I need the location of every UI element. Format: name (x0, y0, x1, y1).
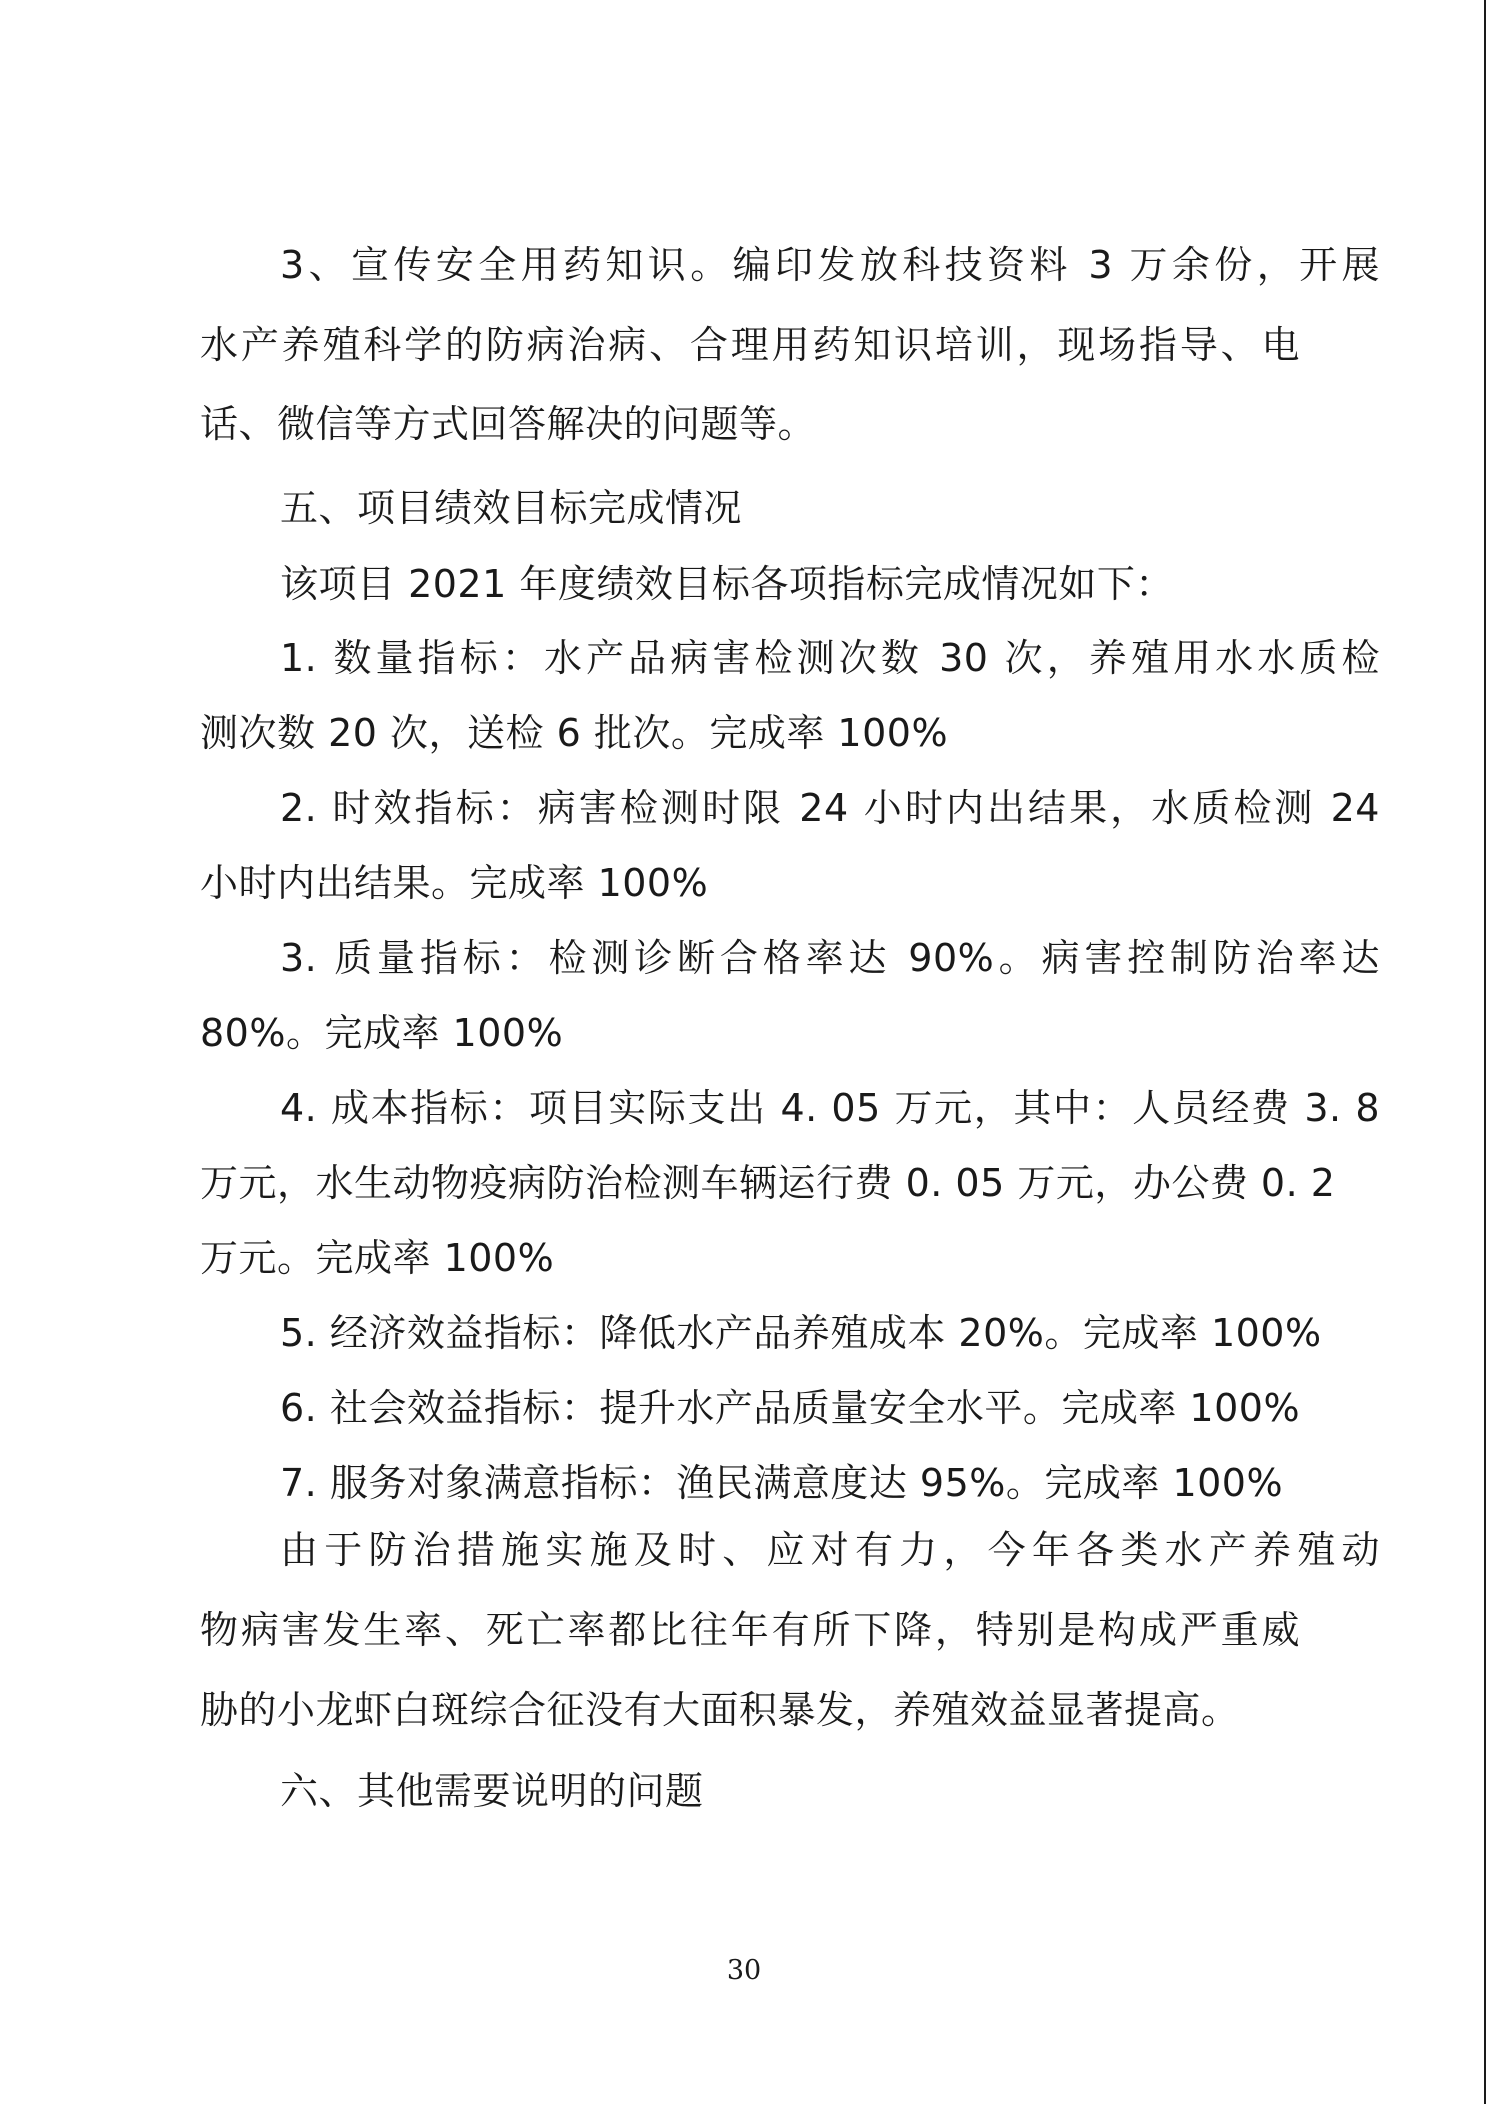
paragraph-line: 万元。完成率 100% (200, 1236, 555, 1280)
paragraph-line: 由于防治措施实施及时、应对有力，今年各类水产养殖动 (280, 1528, 1380, 1572)
paragraph-line: 胁的小龙虾白斑综合征没有大面积暴发，养殖效益显著提高。 (200, 1688, 1240, 1732)
paragraph-line: 物病害发生率、死亡率都比往年有所下降，特别是构成严重威 (200, 1608, 1300, 1652)
paragraph-line: 3、宣传安全用药知识。编印发放科技资料 3 万余份，开展 (280, 243, 1380, 287)
paragraph-line: 万元，水生动物疫病防治检测车辆运行费 0. 05 万元，办公费 0. 2 (200, 1161, 1336, 1205)
paragraph-line: 话、微信等方式回答解决的问题等。 (200, 402, 817, 446)
paragraph-line: 小时内出结果。完成率 100% (200, 861, 709, 905)
page-edge-divider (1484, 0, 1486, 2104)
paragraph-line: 2. 时效指标：病害检测时限 24 小时内出结果，水质检测 24 (280, 786, 1380, 830)
paragraph-line: 6. 社会效益指标：提升水产品质量安全水平。完成率 100% (280, 1386, 1301, 1430)
paragraph-line: 5. 经济效益指标：降低水产品养殖成本 20%。完成率 100% (280, 1311, 1322, 1355)
paragraph-line: 测次数 20 次，送检 6 批次。完成率 100% (200, 711, 949, 755)
section-heading: 五、项目绩效目标完成情况 (280, 486, 743, 530)
paragraph-line: 3. 质量指标：检测诊断合格率达 90%。病害控制防治率达 (280, 936, 1380, 980)
page-number: 30 (726, 1955, 762, 1986)
paragraph-line: 80%。完成率 100% (200, 1011, 564, 1055)
section-heading: 六、其他需要说明的问题 (280, 1769, 704, 1813)
paragraph-line: 4. 成本指标：项目实际支出 4. 05 万元，其中：人员经费 3. 8 (280, 1086, 1380, 1130)
paragraph-line: 该项目 2021 年度绩效目标各项指标完成情况如下： (280, 562, 1174, 606)
paragraph-line: 7. 服务对象满意指标：渔民满意度达 95%。完成率 100% (280, 1461, 1284, 1505)
paragraph-line: 水产养殖科学的防病治病、合理用药知识培训，现场指导、电 (200, 323, 1300, 367)
paragraph-line: 1. 数量指标：水产品病害检测次数 30 次，养殖用水水质检 (280, 636, 1380, 680)
